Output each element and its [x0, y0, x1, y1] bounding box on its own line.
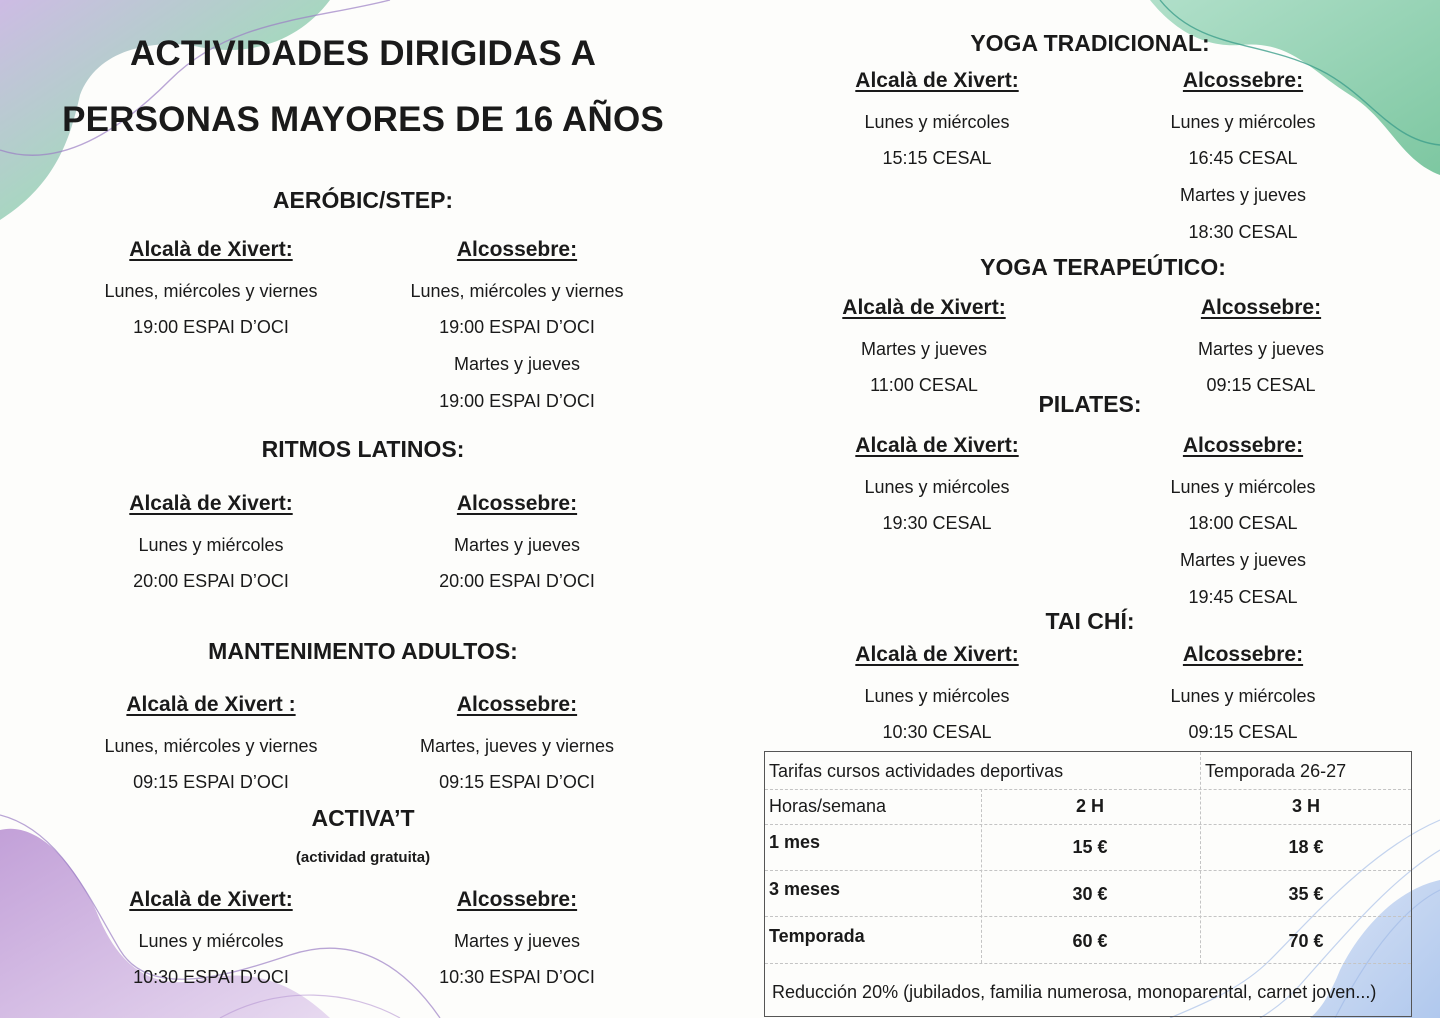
- price-row-label: Temporada: [769, 926, 865, 946]
- place-alcala-yoga-tradicional: Alcalà de Xivert:: [855, 69, 1019, 92]
- section-heading-pilates: PILATES:: [1038, 391, 1142, 417]
- schedule-line: Martes y jueves: [1179, 550, 1307, 570]
- schedule-line: Lunes y miércoles: [864, 477, 1010, 497]
- place-alcossebre-taichi: Alcossebre:: [1182, 643, 1304, 666]
- price-cell: 15 €: [1072, 837, 1108, 857]
- page-title-line-1: ACTIVIDADES DIRIGIDAS A: [129, 34, 597, 73]
- schedule-line: 19:45 CESAL: [1188, 587, 1298, 607]
- place-alcala-mantenimiento: Alcalà de Xivert :: [126, 693, 296, 716]
- schedule-line: Lunes y miércoles: [1170, 477, 1316, 497]
- schedule-line: Martes y jueves: [453, 535, 581, 555]
- schedule-line: Lunes, miércoles y viernes: [104, 281, 318, 301]
- price-cell: 35 €: [1288, 884, 1324, 904]
- schedule-line: Lunes, miércoles y viernes: [410, 281, 624, 301]
- section-heading-ritmos: RITMOS LATINOS:: [261, 436, 465, 462]
- schedule-line: Martes y jueves: [860, 339, 988, 359]
- price-table-column-header: 3 H: [1291, 796, 1321, 816]
- price-table-header-label: Horas/semana: [769, 796, 887, 816]
- schedule-line: Lunes y miércoles: [864, 112, 1010, 132]
- schedule-line: 15:15 CESAL: [882, 148, 992, 168]
- schedule-line: 20:00 ESPAI D’OCI: [439, 571, 595, 591]
- place-alcossebre-yoga-terapeutico: Alcossebre:: [1200, 296, 1322, 319]
- price-row-label: 3 meses: [769, 879, 841, 899]
- schedule-line: 19:00 ESPAI D’OCI: [439, 317, 595, 337]
- place-alcossebre-yoga-tradicional: Alcossebre:: [1182, 69, 1304, 92]
- section-heading-mantenimiento: MANTENIMENTO ADULTOS:: [208, 638, 518, 664]
- schedule-line: Lunes y miércoles: [1170, 112, 1316, 132]
- price-table-title: Tarifas cursos actividades deportivas: [769, 761, 1064, 781]
- price-table-note: Reducción 20% (jubilados, familia numerosa, monoparental, carnet joven...): [772, 982, 1377, 1002]
- schedule-line: 10:30 CESAL: [882, 722, 992, 742]
- schedule-line: 09:15 CESAL: [1188, 722, 1298, 742]
- schedule-line: 11:00 CESAL: [870, 375, 978, 395]
- section-heading-yoga-terapeutico: YOGA TERAPEÚTICO:: [980, 254, 1226, 280]
- price-table-season: Temporada 26-27: [1205, 761, 1347, 781]
- schedule-line: Martes, jueves y viernes: [419, 736, 615, 756]
- schedule-line: Martes y jueves: [1179, 185, 1307, 205]
- price-cell: 60 €: [1072, 931, 1108, 951]
- page-title-line-2: PERSONAS MAYORES DE 16 AÑOS: [62, 100, 664, 139]
- place-alcala-ritmos: Alcalà de Xivert:: [129, 492, 293, 515]
- schedule-line: 19:30 CESAL: [882, 513, 992, 533]
- section-heading-taichi: TAI CHÍ:: [1045, 608, 1135, 634]
- schedule-line: 18:00 CESAL: [1188, 513, 1298, 533]
- schedule-line: 10:30 ESPAI D’OCI: [133, 967, 289, 987]
- place-alcala-yoga-terapeutico: Alcalà de Xivert:: [842, 296, 1006, 319]
- schedule-line: Lunes y miércoles: [138, 931, 284, 951]
- place-alcala-aerobic: Alcalà de Xivert:: [129, 238, 293, 261]
- schedule-line: 18:30 CESAL: [1188, 222, 1298, 242]
- section-heading-activat: ACTIVA’T: [311, 805, 415, 831]
- price-table-column-header: 2 H: [1075, 796, 1105, 816]
- price-cell: 30 €: [1072, 884, 1108, 904]
- schedule-line: Martes y jueves: [453, 931, 581, 951]
- place-alcossebre-mantenimiento: Alcossebre:: [456, 693, 578, 716]
- place-alcossebre-pilates: Alcossebre:: [1182, 434, 1304, 457]
- schedule-line: Lunes y miércoles: [864, 686, 1010, 706]
- schedule-line: 09:15 ESPAI D’OCI: [439, 772, 595, 792]
- place-alcossebre-ritmos: Alcossebre:: [456, 492, 578, 515]
- schedule-line: 20:00 ESPAI D’OCI: [133, 571, 289, 591]
- schedule-line: Lunes y miércoles: [138, 535, 284, 555]
- price-table: [764, 751, 1412, 1017]
- price-cell: 70 €: [1288, 931, 1324, 951]
- schedule-line: 19:00 ESPAI D’OCI: [133, 317, 289, 337]
- place-alcala-taichi: Alcalà de Xivert:: [855, 643, 1019, 666]
- section-heading-yoga-tradicional: YOGA TRADICIONAL:: [970, 30, 1210, 56]
- schedule-line: 09:15 ESPAI D’OCI: [133, 772, 289, 792]
- schedule-line: 10:30 ESPAI D’OCI: [439, 967, 595, 987]
- schedule-line: Martes y jueves: [1197, 339, 1325, 359]
- price-row-label: 1 mes: [769, 832, 821, 852]
- activat-note: (actividad gratuita): [295, 849, 431, 866]
- schedule-line: Martes y jueves: [453, 354, 581, 374]
- price-cell: 18 €: [1288, 837, 1324, 857]
- place-alcala-pilates: Alcalà de Xivert:: [855, 434, 1019, 457]
- schedule-line: 16:45 CESAL: [1188, 148, 1298, 168]
- schedule-line: 19:00 ESPAI D’OCI: [439, 391, 595, 411]
- schedule-line: Lunes, miércoles y viernes: [104, 736, 318, 756]
- blob-bottom-left: [0, 829, 330, 1018]
- schedule-line: 09:15 CESAL: [1206, 375, 1316, 395]
- place-alcossebre-aerobic: Alcossebre:: [456, 238, 578, 261]
- place-alcossebre-activat: Alcossebre:: [456, 888, 578, 911]
- schedule-line: Lunes y miércoles: [1170, 686, 1316, 706]
- section-heading-aerobic: AERÓBIC/STEP:: [272, 187, 454, 213]
- place-alcala-activat: Alcalà de Xivert:: [129, 888, 293, 911]
